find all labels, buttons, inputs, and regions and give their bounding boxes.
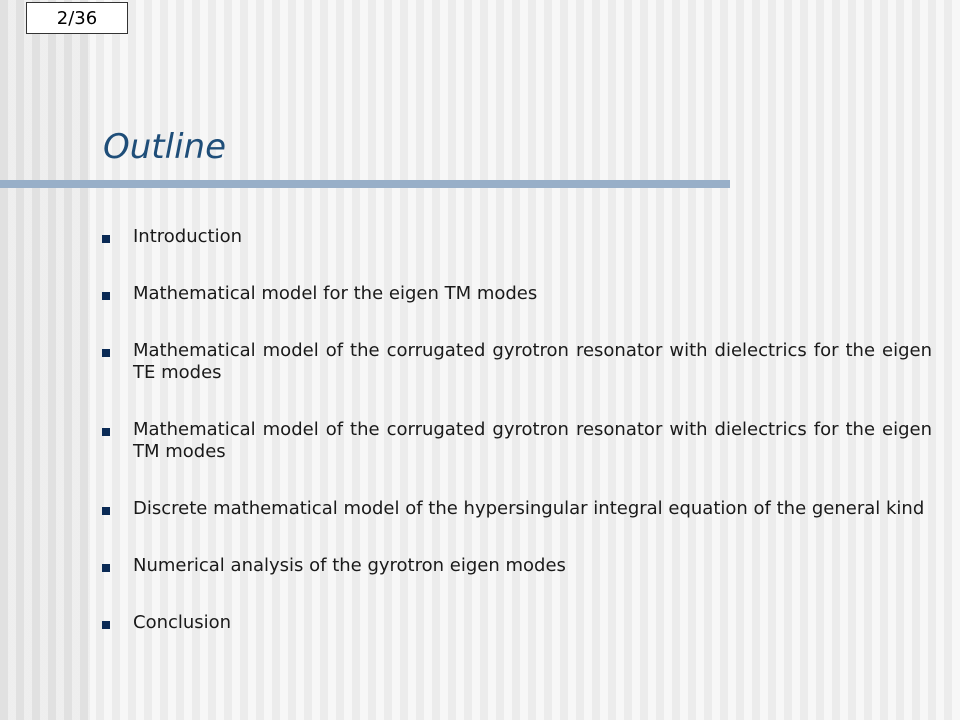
list-item xyxy=(102,555,932,577)
list-item xyxy=(102,226,932,248)
square-bullet-icon xyxy=(102,507,110,515)
page-number-box xyxy=(26,2,128,34)
list-item-text: Discrete mathematical model of the hypersingular integral equation of the general kind xyxy=(133,498,925,519)
square-bullet-icon xyxy=(102,292,110,300)
list-item-text: Conclusion xyxy=(133,612,232,633)
list-item-text: Mathematical model of the corrugated gyrotron resonator with dielectrics for the eigen TE modes xyxy=(133,340,932,383)
list-item xyxy=(102,498,932,520)
square-bullet-icon xyxy=(102,621,110,629)
list-item xyxy=(102,283,932,305)
title-underline-rule xyxy=(0,180,730,188)
square-bullet-icon xyxy=(102,349,110,357)
list-item-text: Numerical analysis of the gyrotron eigen modes xyxy=(133,555,566,576)
list-item-text: Mathematical model for the eigen TM modes xyxy=(133,283,538,304)
outline-list xyxy=(102,226,932,634)
list-item-text: Introduction xyxy=(133,226,243,247)
square-bullet-icon xyxy=(102,428,110,436)
background-stripes xyxy=(0,0,90,720)
list-item xyxy=(102,612,932,634)
list-item xyxy=(102,419,932,463)
list-item xyxy=(102,340,932,384)
page-number: 2/36 xyxy=(56,7,98,29)
list-item-text: Mathematical model of the corrugated gyrotron resonator with dielectrics for the eigen TM modes xyxy=(133,419,932,462)
square-bullet-icon xyxy=(102,564,110,572)
slide-title: Outline xyxy=(103,127,227,167)
square-bullet-icon xyxy=(102,235,110,243)
